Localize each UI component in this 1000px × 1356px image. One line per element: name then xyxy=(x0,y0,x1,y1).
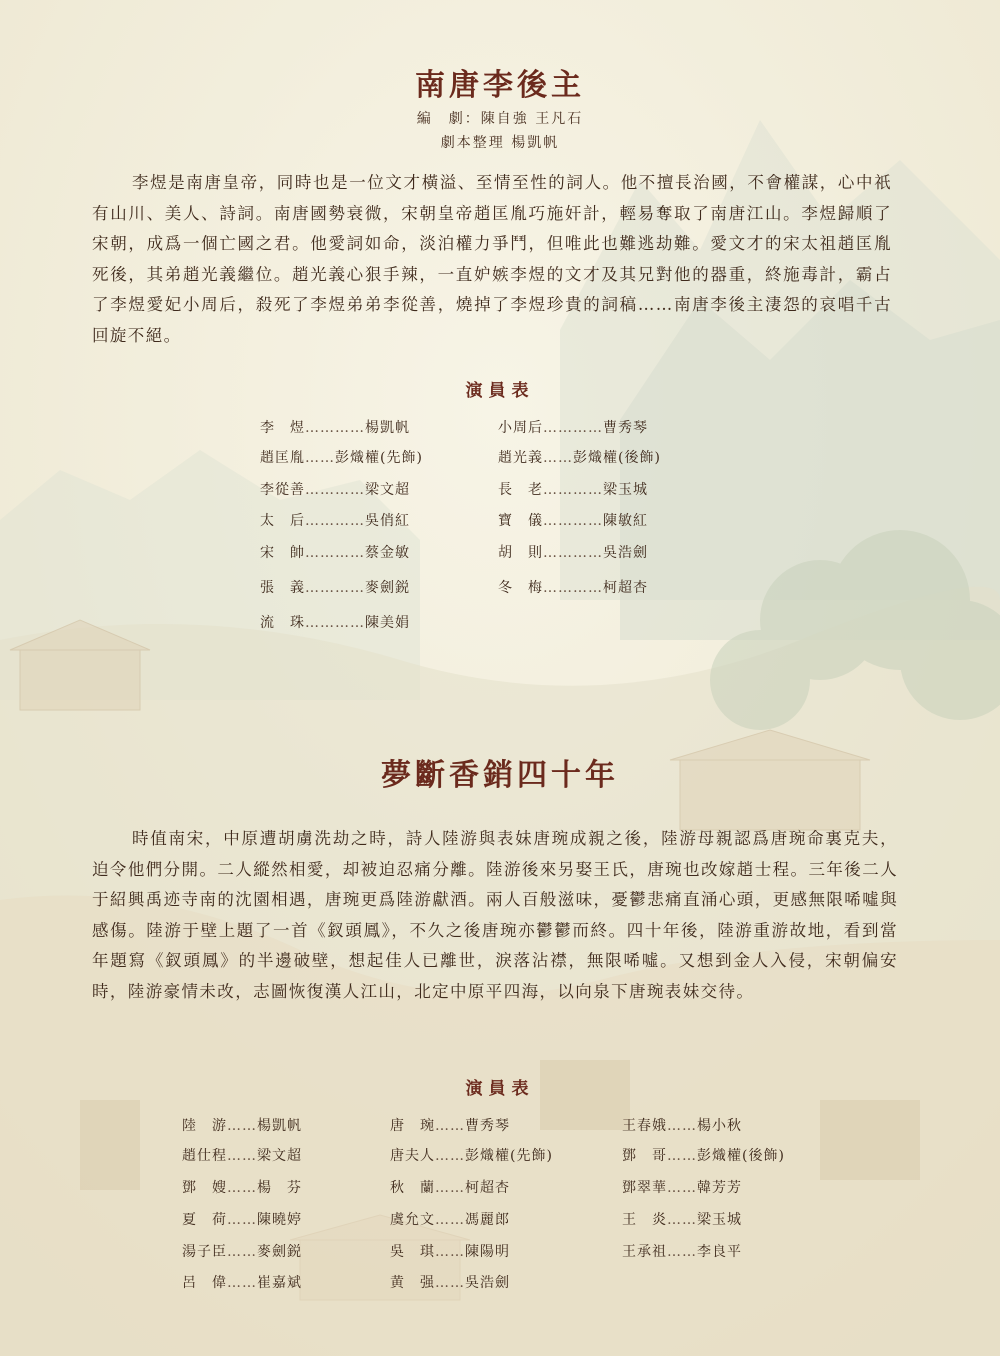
cast-role: 秋 蘭 xyxy=(390,1180,435,1196)
cast-role: 吳 琪 xyxy=(390,1244,435,1260)
cast-entry: 王春娥……楊小秋 xyxy=(622,1115,742,1135)
cast-actor: 彭熾權(後飾) xyxy=(697,1148,785,1164)
cast-role: 趙仕程 xyxy=(182,1148,227,1164)
cast-actor: 蔡金敏 xyxy=(365,545,410,561)
cast-actor: 彭熾權(先飾) xyxy=(465,1148,553,1164)
cast-role: 李 煜 xyxy=(260,420,305,436)
cast-entry: 李 煜…………楊凱帆 xyxy=(260,417,410,437)
cast-actor: 陳敏紅 xyxy=(603,513,648,529)
cast-role: 湯子臣 xyxy=(182,1244,227,1260)
cast-entry: 趙光義……彭熾權(後飾) xyxy=(498,447,661,467)
cast-actor: 麥劍鋭 xyxy=(365,580,410,596)
cast-role: 呂 偉 xyxy=(182,1275,227,1291)
cast-role: 寶 儀 xyxy=(498,513,543,529)
credit-playwrights: 編 劇：陳自強 王凡石 xyxy=(416,111,584,127)
cast-actor: 曹秀琴 xyxy=(603,420,648,436)
cast-entry: 唐 琬……曹秀琴 xyxy=(390,1115,510,1135)
cast-role: 太 后 xyxy=(260,513,305,529)
cast-role: 宋 帥 xyxy=(260,545,305,561)
cast-entry: 宋 帥…………蔡金敏 xyxy=(260,542,410,562)
synopsis-nantang: 李煜是南唐皇帝，同時也是一位文才橫溢、至情至性的詞人。他不擅長治國，不會權謀，心中祇有山川、美人、詩詞。南唐國勢衰微，宋朝皇帝趙匡胤巧施奸計，輕易奪取了南唐江山。李煜歸順了宋朝，成爲一個亡國之君。他愛詞如命，淡泊權力爭鬥，但唯此也難逃劫難。愛文才的宋太祖趙匡胤死後，其弟趙光義繼位。趙光義心狠手辣，一直妒嫉李煜的文才及其兄對他的器重，終施毒計，霸占了李煜愛妃小周后，殺死了李煜弟弟李從善，燒掉了李煜珍貴的詞稿……南唐李後主淒怨的哀唱千古回旋不絕。 xyxy=(92,173,892,345)
cast-entry: 小周后…………曹秀琴 xyxy=(498,417,648,437)
cast-actor: 陳美娟 xyxy=(365,615,410,631)
cast-actor: 楊小秋 xyxy=(697,1118,742,1134)
cast-actor: 柯超杏 xyxy=(465,1180,510,1196)
cast-actor: 馮麗郎 xyxy=(465,1212,510,1228)
cast-entry: 王承祖……李良平 xyxy=(622,1241,742,1261)
cast-entry: 呂 偉……崔嘉斌 xyxy=(182,1272,302,1292)
play-title-nantang: 南唐李後主 xyxy=(415,68,585,103)
cast-actor: 梁文超 xyxy=(257,1148,302,1164)
cast-entry: 陸 游……楊凱帆 xyxy=(182,1115,302,1135)
cast-entry: 吳 琪……陳陽明 xyxy=(390,1241,510,1261)
cast-entry: 張 義…………麥劍鋭 xyxy=(260,577,410,597)
cast-actor: 柯超杏 xyxy=(603,580,648,596)
cast-actor: 梁玉城 xyxy=(697,1212,742,1228)
cast-entry: 長 老…………梁玉城 xyxy=(498,479,648,499)
cast-actor: 麥劍鋭 xyxy=(257,1244,302,1260)
cast-entry: 趙仕程……梁文超 xyxy=(182,1145,302,1165)
cast-actor: 吳浩劍 xyxy=(603,545,648,561)
cast-entry: 趙匡胤……彭熾權(先飾) xyxy=(260,447,423,467)
credit-script-editor: 劇本整理 楊凱帆 xyxy=(440,135,560,151)
cast-role: 冬 梅 xyxy=(498,580,543,596)
cast-actor: 陳曉婷 xyxy=(257,1212,302,1228)
cast-actor: 吳浩劍 xyxy=(465,1275,510,1291)
cast-entry: 黄 强……吳浩劍 xyxy=(390,1272,510,1292)
cast-role: 唐 琬 xyxy=(390,1118,435,1134)
cast-actor: 梁文超 xyxy=(365,482,410,498)
cast-actor: 楊 芬 xyxy=(257,1180,302,1196)
cast-entry: 鄧 嫂……楊 芬 xyxy=(182,1177,302,1197)
cast-entry: 寶 儀…………陳敏紅 xyxy=(498,510,648,530)
cast-role: 李從善 xyxy=(260,482,305,498)
cast-role: 胡 則 xyxy=(498,545,543,561)
cast-entry: 秋 蘭……柯超杏 xyxy=(390,1177,510,1197)
cast-role: 唐夫人 xyxy=(390,1148,435,1164)
cast-role: 王承祖 xyxy=(622,1244,667,1260)
cast-entry: 湯子臣……麥劍鋭 xyxy=(182,1241,302,1261)
cast-role: 小周后 xyxy=(498,420,543,436)
cast-entry: 冬 梅…………柯超杏 xyxy=(498,577,648,597)
cast-role: 趙光義 xyxy=(498,450,543,466)
cast-entry: 李從善…………梁文超 xyxy=(260,479,410,499)
cast-actor: 吳俏紅 xyxy=(365,513,410,529)
cast-role: 鄧翠華 xyxy=(622,1180,667,1196)
cast-role: 王 炎 xyxy=(622,1212,667,1228)
cast-entry: 虞允文……馮麗郎 xyxy=(390,1209,510,1229)
cast-role: 趙匡胤 xyxy=(260,450,305,466)
cast-actor: 彭熾權(先飾) xyxy=(335,450,423,466)
cast-actor: 李良平 xyxy=(697,1244,742,1260)
cast-actor: 楊凱帆 xyxy=(257,1118,302,1134)
cast-role: 鄧 哥 xyxy=(622,1148,667,1164)
cast-role: 虞允文 xyxy=(390,1212,435,1228)
cast-role: 陸 游 xyxy=(182,1118,227,1134)
cast-entry: 夏 荷……陳曉婷 xyxy=(182,1209,302,1229)
cast-heading-mengduan: 演員表 xyxy=(465,1079,535,1099)
cast-role: 夏 荷 xyxy=(182,1212,227,1228)
cast-entry: 鄧翠華……韓芳芳 xyxy=(622,1177,742,1197)
cast-role: 王春娥 xyxy=(622,1118,667,1134)
cast-actor: 曹秀琴 xyxy=(465,1118,510,1134)
synopsis-mengduan: 時值南宋，中原遭胡虜洗劫之時，詩人陸游與表妹唐琬成親之後，陸游母親認爲唐琬命裏克夫，迫令他們分開。二人縱然相愛，却被迫忍痛分離。陸游後來另娶王氏，唐琬也改嫁趙士程。三年後二人于紹興禹迹寺南的沈園相遇，唐琬更爲陸游獻酒。兩人百般滋味，憂鬱悲痛直涌心頭，更感無限唏噓與感傷。陸游于壁上題了一首《釵頭鳳》，不久之後唐琬亦鬱鬱而終。四十年後，陸游重游故地，看到當年題寫《釵頭鳳》的半邊破壁，想起佳人已離世，淚落沾襟，無限唏噓。又想到金人入侵，宋朝偏安時，陸游豪情未改，志圖恢復漢人江山，北定中原平四海，以向泉下唐琬表妹交待。 xyxy=(92,829,898,1001)
cast-entry: 王 炎……梁玉城 xyxy=(622,1209,742,1229)
play-title-mengduan: 夢斷香銷四十年 xyxy=(381,758,619,793)
cast-actor: 陳陽明 xyxy=(465,1244,510,1260)
cast-entry: 胡 則…………吳浩劍 xyxy=(498,542,648,562)
cast-actor: 韓芳芳 xyxy=(697,1180,742,1196)
cast-role: 長 老 xyxy=(498,482,543,498)
cast-actor: 梁玉城 xyxy=(603,482,648,498)
cast-role: 鄧 嫂 xyxy=(182,1180,227,1196)
cast-entry: 鄧 哥……彭熾權(後飾) xyxy=(622,1145,785,1165)
cast-entry: 唐夫人……彭熾權(先飾) xyxy=(390,1145,553,1165)
cast-actor: 彭熾權(後飾) xyxy=(573,450,661,466)
cast-entry: 太 后…………吳俏紅 xyxy=(260,510,410,530)
cast-actor: 崔嘉斌 xyxy=(257,1275,302,1291)
cast-role: 張 義 xyxy=(260,580,305,596)
cast-role: 黄 强 xyxy=(390,1275,435,1291)
cast-role: 流 珠 xyxy=(260,615,305,631)
cast-entry: 流 珠…………陳美娟 xyxy=(260,612,410,632)
cast-heading-nantang: 演員表 xyxy=(465,381,535,401)
cast-actor: 楊凱帆 xyxy=(365,420,410,436)
